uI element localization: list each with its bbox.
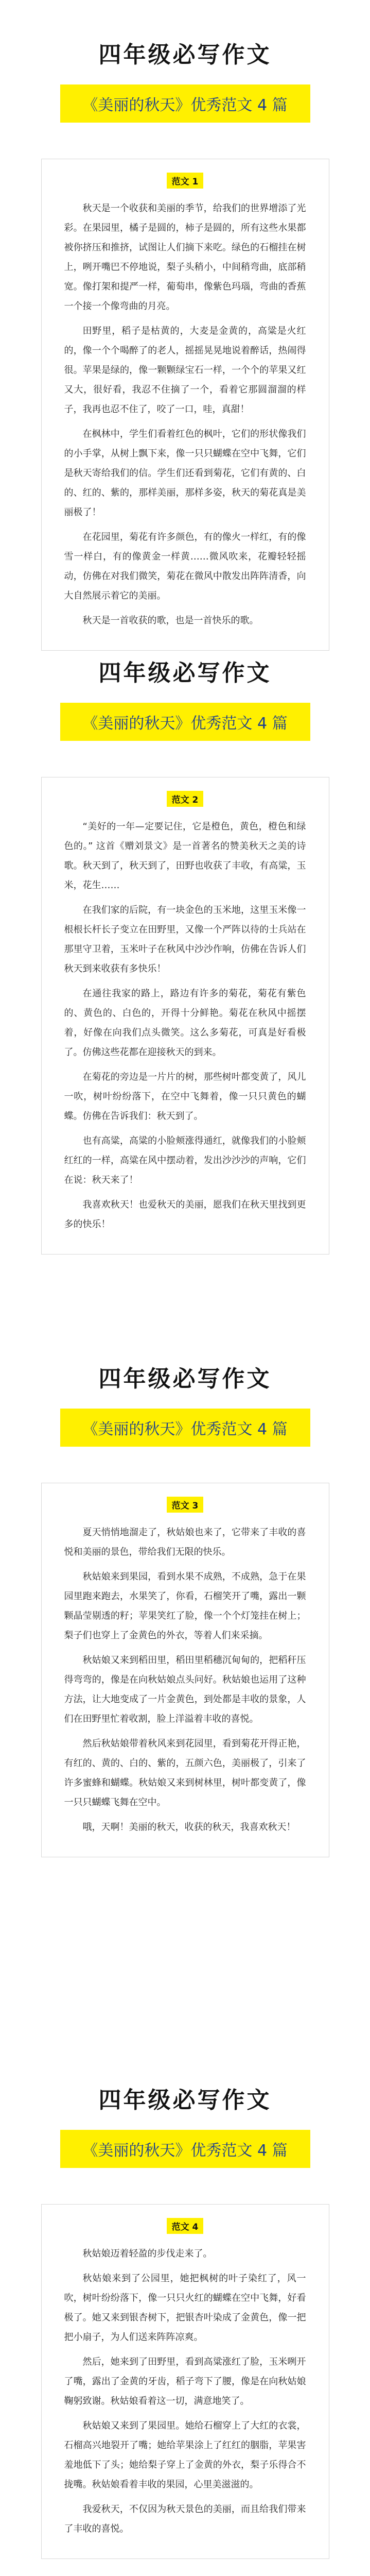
subtitle: 《美丽的秋天》优秀范文 4 篇	[82, 715, 288, 733]
essay-box	[41, 2204, 329, 2559]
essay-label: 范文 4	[167, 2218, 204, 2234]
essay-paragraph: 秋天是一首收获的歌，也是一首快乐的歌。	[82, 615, 259, 626]
essay-paragraph: 在通往我家的路上，路边有许多的菊花，菊花有紫色的、黄色的、白色的，开得十分鲜艳。菊花在秋风中摇摆着，好像在向我们点头微笑。这么多菊花，可真是好看极了。仿佛这些花都在迎接秋天的到来。	[64, 988, 306, 1058]
essay-paragraph: 秋姑娘又来到了果园里。她给石榴穿上了大红的衣裳，石榴高兴地裂开了嘴；她给苹果涂上了红红的胭脂，苹果害羞地低下了头；她给梨子穿上了金黄的外衣，梨子乐得合不拢嘴。秋姑娘看着丰收的果园，心里美滋滋的。	[64, 2420, 306, 2490]
subtitle: 《美丽的秋天》优秀范文 4 篇	[82, 1420, 288, 1438]
essay-paragraph: 夏天悄悄地溜走了，秋姑娘也来了，它带来了丰收的喜悦和美丽的景色，带给我们无限的快乐。	[64, 1527, 306, 1557]
essay-paragraph: “美好的一年—定要记住，它是橙色，黄色，橙色和绿色的。” 这首《赠刘景文》是一首著名的赞美秋天之美的诗歌。秋天到了，秋天到了，田野也收获了丰收，有高粱，玉米，花生……	[64, 821, 306, 891]
essay-paragraph: 也有高粱，高粱的小脸颊涨得通红，就像我们的小脸颊红红的一样，高粱在风中摆动着，发出沙沙沙的声响，它们在说：秋天来了！	[64, 1136, 306, 1185]
essay-paragraph: 然后秋姑娘带着秋风来到花园里，看到菊花开得正艳，有红的、黄的、白的、紫的，五颜六色，美丽极了，引来了许多蜜蜂和蝴蝶。秋姑娘又来到树林里，树叶都变黄了，像一只只蝴蝶飞舞在空中。	[64, 1738, 306, 1808]
essay-section-4	[0, 2081, 370, 2559]
essay-paragraph: 我喜欢秋天！也爱秋天的美丽，愿我们在秋天里找到更多的快乐！	[64, 1199, 306, 1230]
page-title: 四年级必写作文	[98, 2087, 272, 2113]
subtitle-banner	[60, 84, 310, 123]
subtitle: 《美丽的秋天》优秀范文 4 篇	[82, 96, 288, 114]
page-title: 四年级必写作文	[98, 42, 272, 68]
page-title: 四年级必写作文	[98, 660, 272, 686]
essay-paragraph: 然后，她来到了田野里，看到高粱涨红了脸，玉米咧开了嘴，露出了金黄的牙齿，稻子弯下了腰，像是在向秋姑娘鞠躬致谢。秋姑娘看着这一切，满意地笑了。	[64, 2357, 306, 2406]
essay-section-1	[0, 36, 370, 651]
subtitle-banner	[60, 1409, 310, 1447]
essay-label: 范文 2	[167, 791, 204, 807]
subtitle: 《美丽的秋天》优秀范文 4 篇	[82, 2142, 288, 2160]
essay-label: 范文 3	[167, 1497, 204, 1513]
essay-paragraph: 田野里，稻子是枯黄的，大麦是金黄的，高粱是火红的，像一个个喝醉了的老人，摇摇晃晃地说着醉话，热闹得很。苹果是绿的，像一颗颗绿宝石一样，一个个的苹果又红又大，很好看，我忍不住摘了一个，看着它那圆溜溜的样子，我再也忍不住了，咬了一口，哇，真甜！	[64, 326, 306, 415]
essay-paragraph: 在花园里，菊花有许多颜色，有的像火一样红，有的像雪一样白，有的像黄金一样黄……微风吹来，花瓣轻轻摇动，仿佛在对我们微笑，菊花在微风中散发出阵阵清香，向大自然展示着它的美丽。	[64, 532, 306, 601]
essay-label: 范文 1	[167, 173, 204, 189]
essay-paragraph: 秋姑娘迈着轻盈的步伐走来了。	[82, 2248, 213, 2259]
essay-section-3	[0, 1360, 370, 1857]
essay-paragraph: 在枫林中，学生们看着红色的枫叶，它们的形状像我们的小手掌，从树上飘下来，像一只只蝴蝶在空中飞舞，它们是秋天寄给我们的信。学生们还看到菊花，它们有黄的、白的、红的、紫的，那样美丽，那样多姿，秋天的菊花真是美丽极了！	[64, 429, 306, 518]
essay-paragraph: 秋姑娘来到果园，看到水果不成熟，不成熟，急于在果园里跑来跑去，水果笑了，你看，石榴笑开了嘴，露出一颗颗晶莹剔透的籽；苹果笑红了脸，像一个个灯笼挂在树上；梨子们也穿上了金黄色的外衣，等着人们来采摘。	[64, 1571, 306, 1641]
subtitle-banner	[60, 703, 310, 741]
essay-box	[41, 159, 329, 651]
essay-paragraph: 在菊花的旁边是一片片的树，那些树叶都变黄了，风儿一吹，树叶纷纷落下，在空中飞舞着，像一只只黄色的蝴蝶。仿佛在告诉我们：秋天到了。	[64, 1072, 306, 1122]
essay-paragraph: 秋姑娘又来到稻田里，稻田里稻穗沉甸甸的，把稻秆压得弯弯的，像是在向秋姑娘点头问好。秋姑娘也运用了这种方法，让大地变成了一片金黄色，到处都是丰收的景象，人们在田野里忙着收割，脸上洋溢着丰收的喜悦。	[64, 1655, 306, 1724]
essay-paragraph: 在我们家的后院，有一块金色的玉米地，这里玉米像一根根长杆长子变立在田野里，又像一个严阵以待的士兵站在那里守卫着，玉米叶子在秋风中沙沙作响，仿佛在告诉人们秋天到来收获有多快乐！	[64, 905, 306, 974]
essay-paragraph: 秋姑娘来到了公园里，她把枫树的叶子染红了，风一吹，树叶纷纷落下，像一只只火红的蝴蝶在空中飞舞，好看极了。她又来到银杏树下，把银杏叶染成了金黄色，像一把把小扇子，为人们送来阵阵凉爽。	[64, 2273, 306, 2343]
essay-section-2	[0, 654, 370, 1255]
essay-box	[41, 1483, 329, 1857]
essay-paragraph: 我爱秋天，不仅因为秋天景色的美丽，而且给我们带来了丰收的喜悦。	[64, 2504, 306, 2534]
page-title: 四年级必写作文	[98, 1366, 272, 1392]
essay-paragraph: 哦，天啊！美丽的秋天，收获的秋天，我喜欢秋天！	[82, 1822, 296, 1833]
essay-box	[41, 777, 329, 1255]
essay-paragraph: 秋天是一个收获和美丽的季节，给我们的世界增添了光彩。在果园里，橘子是圆的，柿子是圆的，所有这些水果都被你挤压和推挤，试图让人们摘下来吃。绿色的石榴挂在树上，咧开嘴巴不停地说，梨子头稍小，中间稍弯曲，底部稍宽。像打架和提严一样，葡萄串，像紫色玛瑙，弯曲的香蕉一个接一个像弯曲的月亮。	[64, 203, 306, 312]
subtitle-banner	[60, 2130, 310, 2168]
